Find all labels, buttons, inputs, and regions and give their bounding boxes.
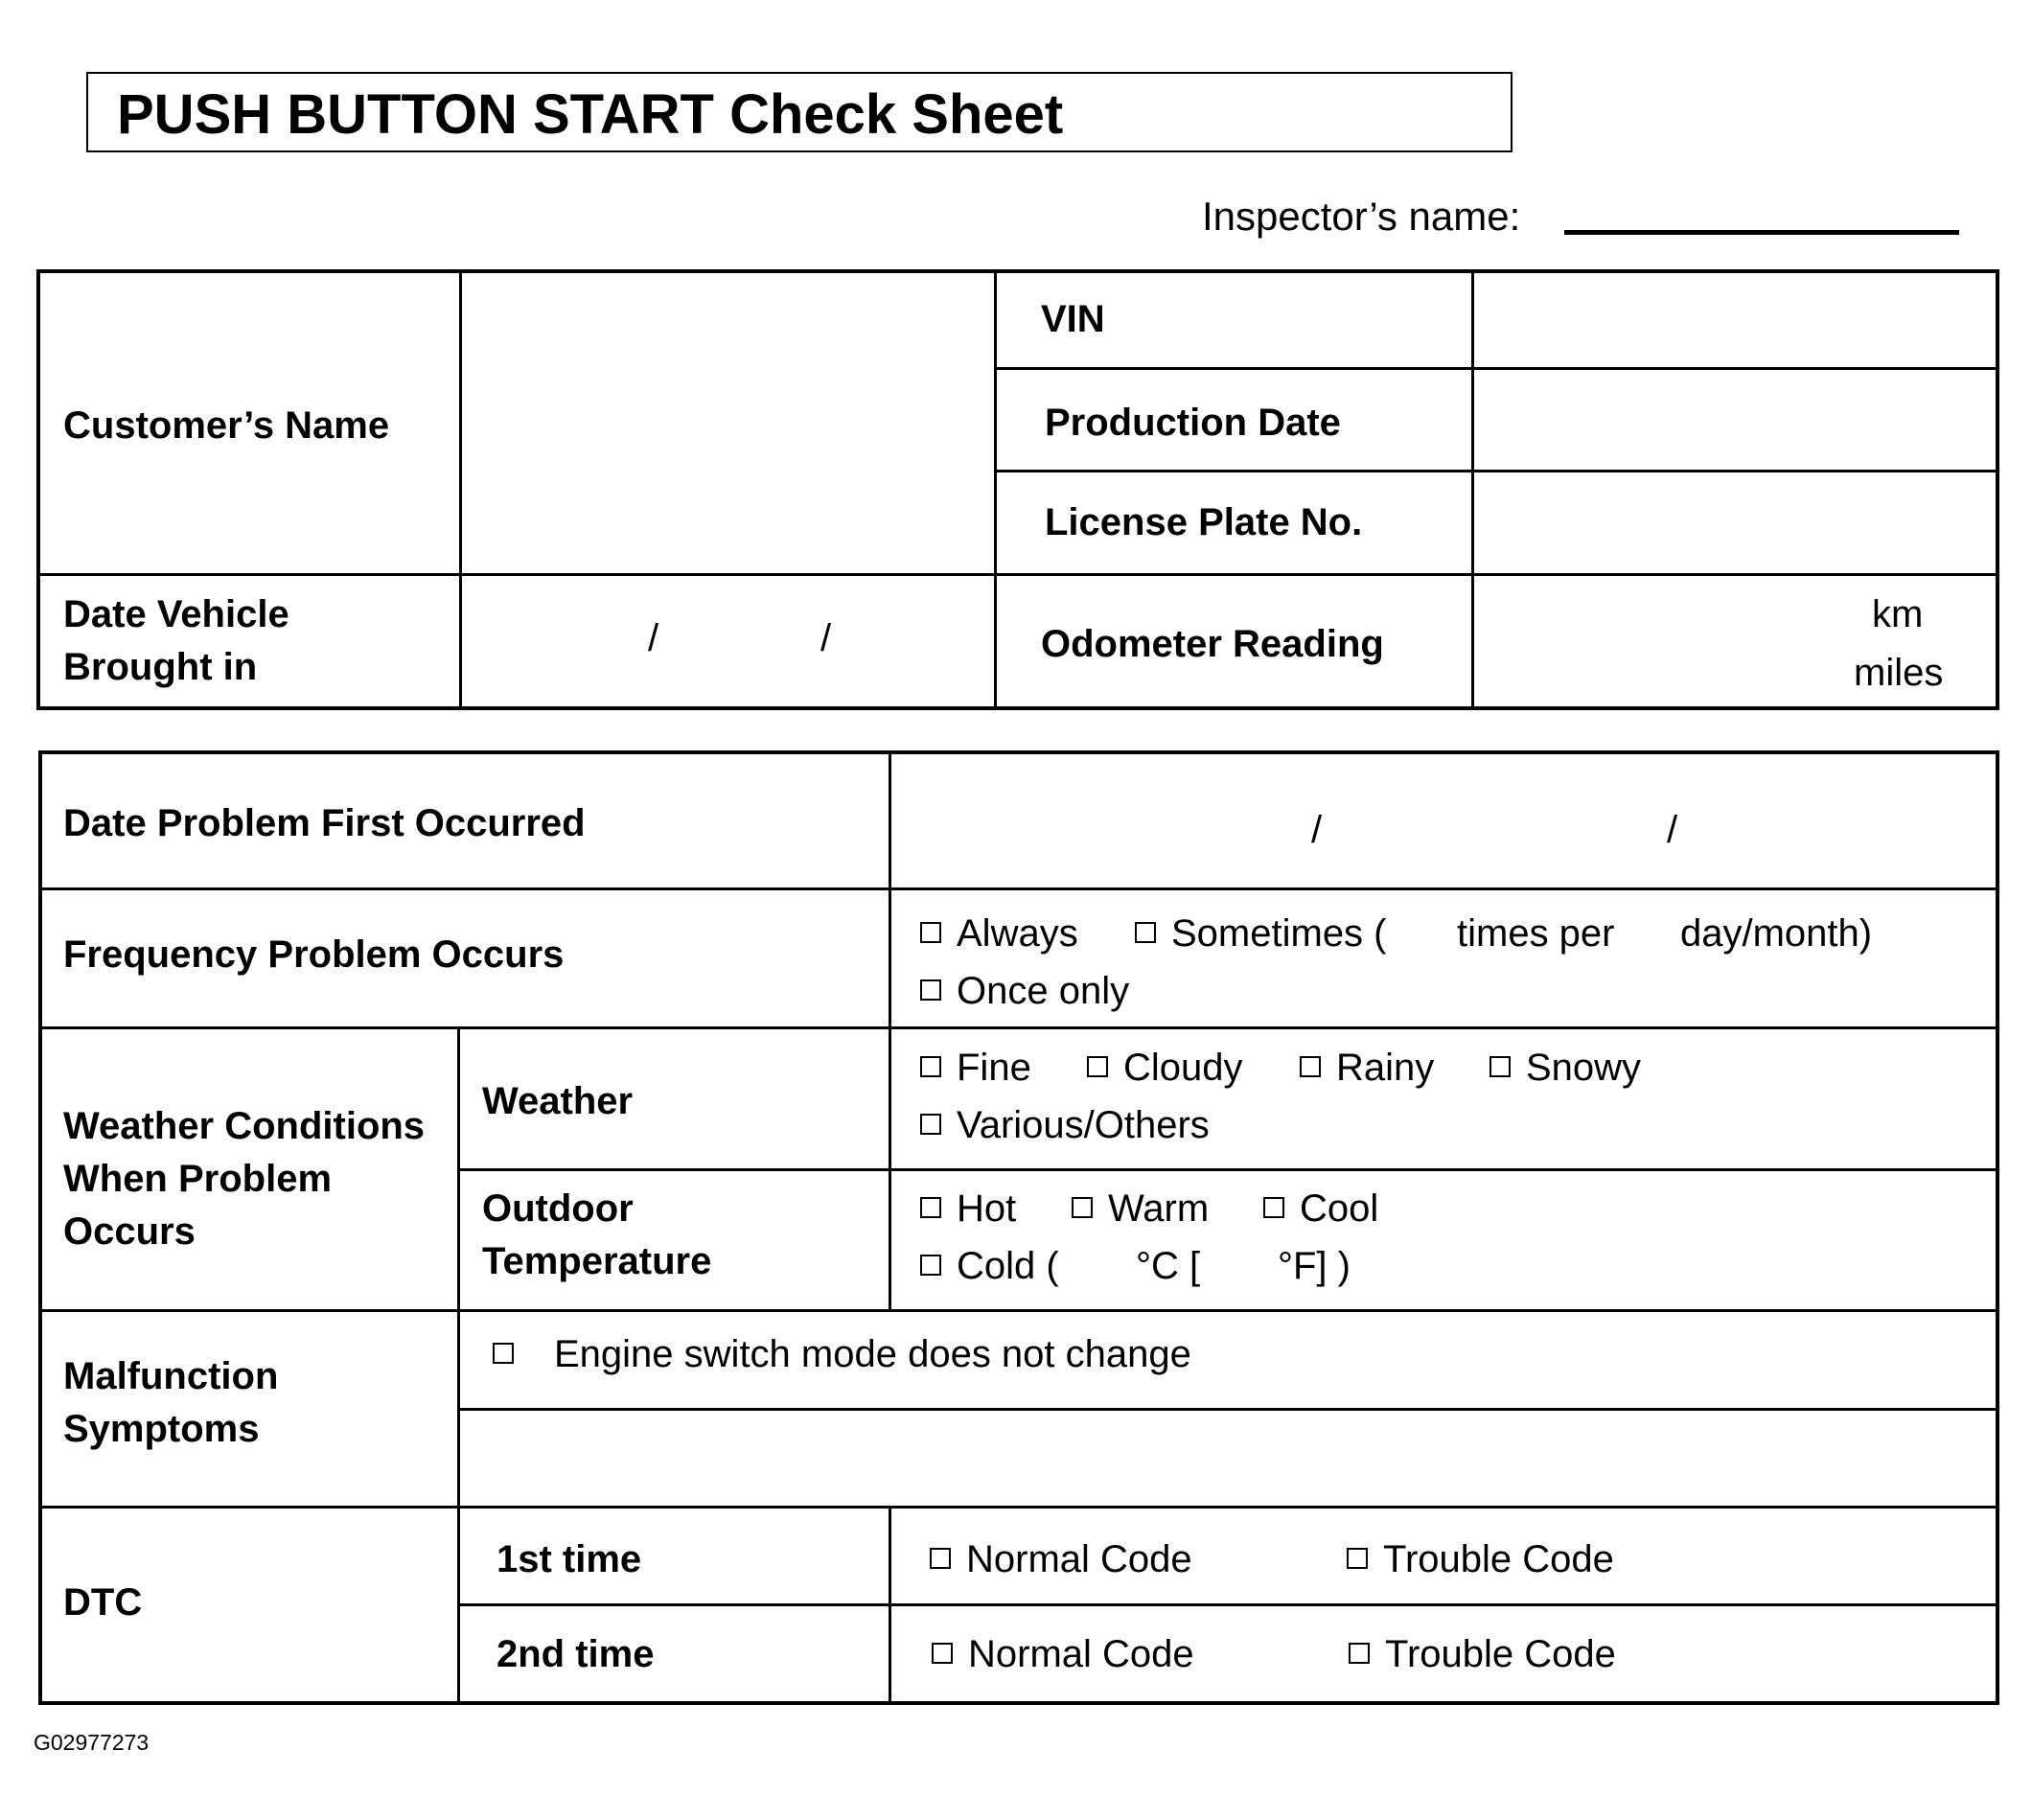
weather-conditions-label [63, 1100, 425, 1258]
temp-option-cold[interactable] [920, 1240, 1059, 1293]
second-trouble-code-option[interactable] [1349, 1628, 1616, 1681]
frequency-option-always[interactable] [920, 908, 1078, 960]
table-divider [457, 1603, 1996, 1606]
inspector-label: Inspector’s name: [1202, 194, 1521, 239]
weather-option-rainy[interactable] [1300, 1042, 1434, 1094]
inspector-name-field[interactable] [1564, 230, 1959, 235]
second-time-label: 2nd time [496, 1633, 655, 1675]
unit-miles: miles [1854, 652, 1944, 694]
temp-option-hot[interactable] [920, 1183, 1016, 1235]
table-divider [994, 271, 997, 708]
once-only-label: Once only [957, 970, 1130, 1012]
checkbox[interactable] [920, 979, 941, 1001]
malfunction-symptoms-line1: Malfunction [63, 1355, 279, 1397]
checkbox[interactable] [920, 1056, 941, 1077]
checkbox[interactable] [1072, 1197, 1093, 1218]
date-first-occurred-label: Date Problem First Occurred [63, 802, 586, 844]
checkbox[interactable] [1489, 1056, 1511, 1077]
cold-label: Cold ( [957, 1245, 1059, 1287]
checkbox[interactable] [920, 1255, 941, 1276]
license-plate-label: License Plate No. [1045, 501, 1363, 543]
malfunction-notes-field[interactable] [460, 1411, 1996, 1506]
checkbox[interactable] [1087, 1056, 1108, 1077]
frequency-option-once[interactable] [920, 965, 1129, 1018]
malfunction-option[interactable] [493, 1328, 1191, 1381]
table-divider [889, 1506, 891, 1701]
table-divider [889, 754, 891, 1026]
production-date-field[interactable] [1474, 370, 1997, 470]
temp-option-cool[interactable] [1263, 1183, 1378, 1235]
celsius-label: °C [ [1136, 1245, 1201, 1287]
first-trouble-code-option[interactable] [1347, 1533, 1614, 1586]
production-date-label: Production Date [1045, 402, 1341, 444]
table-divider [889, 1026, 891, 1309]
weather-option-fine[interactable] [920, 1042, 1031, 1094]
page-title: PUSH BUTTON START Check Sheet [117, 83, 1064, 146]
date-separator: / [1667, 809, 1678, 851]
table-divider [42, 1026, 1996, 1029]
checkbox[interactable] [1347, 1548, 1368, 1569]
table-divider [457, 1026, 460, 1701]
weather-conditions-line3: Occurs [63, 1210, 196, 1253]
date-separator: / [1311, 809, 1323, 851]
various-label: Various/Others [957, 1104, 1210, 1146]
malfunction-symptoms-line2: Symptoms [63, 1408, 260, 1450]
table-divider [42, 887, 1996, 890]
checkbox[interactable] [920, 1114, 941, 1135]
temp-option-warm[interactable] [1072, 1183, 1209, 1235]
checkbox[interactable] [932, 1643, 953, 1664]
first-time-label: 1st time [496, 1538, 642, 1580]
unit-km: km [1872, 593, 1924, 635]
normal-code-label: Normal Code [966, 1538, 1192, 1580]
table-divider [42, 1309, 1996, 1312]
outdoor-temperature-line2: Temperature [482, 1240, 712, 1282]
license-plate-field[interactable] [1474, 472, 1997, 573]
vin-field[interactable] [1474, 271, 1997, 367]
second-normal-code-option[interactable] [932, 1628, 1194, 1681]
checkbox[interactable] [920, 1197, 941, 1218]
figure-code: G02977273 [34, 1730, 150, 1755]
frequency-label: Frequency Problem Occurs [63, 933, 565, 976]
date-brought-label-line2: Brought in [63, 646, 258, 688]
weather-conditions-line1: Weather Conditions [63, 1105, 426, 1147]
checkbox[interactable] [920, 922, 941, 943]
rainy-label: Rainy [1336, 1047, 1435, 1089]
checkbox[interactable] [493, 1343, 514, 1364]
engine-switch-label: Engine switch mode does not change [554, 1333, 1191, 1375]
day-month-label: day/month) [1680, 912, 1873, 955]
weather-option-various[interactable] [920, 1099, 1210, 1152]
odometer-field[interactable] [1474, 576, 1838, 708]
dtc-label: DTC [63, 1581, 143, 1624]
normal-code-label: Normal Code [968, 1633, 1194, 1675]
date-brought-label [63, 588, 289, 694]
snowy-label: Snowy [1526, 1047, 1642, 1089]
date-separator: / [648, 617, 659, 659]
fahrenheit-label: °F] ) [1278, 1245, 1351, 1287]
cool-label: Cool [1300, 1187, 1379, 1230]
date-separator: / [820, 617, 832, 659]
times-per-label: times per [1457, 912, 1615, 955]
outdoor-temperature-line1: Outdoor [482, 1187, 634, 1230]
cloudy-label: Cloudy [1123, 1047, 1243, 1089]
first-normal-code-option[interactable] [930, 1533, 1192, 1586]
customer-name-field[interactable] [462, 271, 992, 573]
odometer-label: Odometer Reading [1041, 623, 1384, 665]
frequency-option-sometimes[interactable] [1135, 908, 1387, 960]
vin-label: VIN [1041, 298, 1105, 340]
trouble-code-label: Trouble Code [1383, 1538, 1614, 1580]
weather-label: Weather [482, 1080, 634, 1122]
checkbox[interactable] [1300, 1056, 1321, 1077]
malfunction-symptoms-label [63, 1350, 278, 1456]
table-divider [457, 1168, 1996, 1171]
weather-conditions-line2: When Problem [63, 1158, 333, 1200]
warm-label: Warm [1108, 1187, 1210, 1230]
checkbox[interactable] [1349, 1643, 1370, 1664]
fine-label: Fine [957, 1047, 1031, 1089]
date-brought-label-line1: Date Vehicle [63, 593, 289, 635]
table-divider [42, 1506, 1996, 1509]
outdoor-temperature-label [482, 1183, 711, 1288]
always-label: Always [957, 912, 1078, 955]
checkbox[interactable] [1263, 1197, 1284, 1218]
hot-label: Hot [957, 1187, 1017, 1230]
customer-name-label: Customer’s Name [63, 404, 390, 447]
checkbox[interactable] [930, 1548, 951, 1569]
sometimes-label: Sometimes ( [1171, 912, 1387, 955]
weather-option-cloudy[interactable] [1087, 1042, 1243, 1094]
weather-option-snowy[interactable] [1489, 1042, 1641, 1094]
checkbox[interactable] [1135, 922, 1156, 943]
trouble-code-label: Trouble Code [1385, 1633, 1616, 1675]
